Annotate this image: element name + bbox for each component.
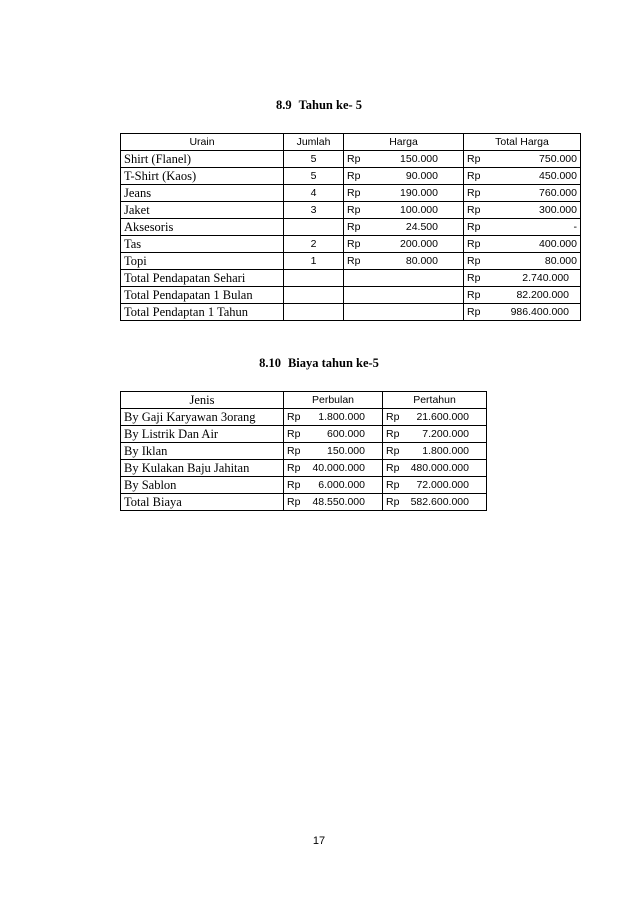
cost-per-month [284,477,383,494]
amount-value: 150.000 [327,445,365,457]
total-row [121,270,581,287]
header-total-harga: Total Harga [464,134,581,151]
section-title: Tahun ke- 5 [298,98,363,112]
cost-per-year [383,477,487,494]
currency-label: Rp [467,204,481,216]
empty-cell [344,270,464,287]
item-quantity: 4 [284,185,344,202]
table-row [121,202,581,219]
amount-value: 48.550.000 [312,496,365,508]
money-value [347,168,460,184]
total-value [464,304,581,321]
amount-value: 190.000 [400,187,438,199]
table-row [121,185,581,202]
amount-value: 1.800.000 [422,445,469,457]
currency-label: Rp [386,445,400,457]
amount-value: 450.000 [539,170,577,182]
money-value [386,460,483,476]
currency-label: Rp [347,238,361,250]
cost-name: By Gaji Karyawan 3orang [121,409,284,426]
total-row [121,304,581,321]
table-row [121,253,581,270]
item-price [344,219,464,236]
total-label: Total Pendapatan Sehari [121,270,284,287]
item-price [344,168,464,185]
item-quantity: 1 [284,253,344,270]
money-value [467,151,577,167]
table-row [121,426,487,443]
money-value [386,426,483,442]
amount-value: 760.000 [539,187,577,199]
amount-value: 80.000 [544,255,577,267]
item-price [344,253,464,270]
item-total [464,151,581,168]
currency-label: Rp [386,411,400,423]
currency-label: Rp [287,462,301,474]
item-total [464,185,581,202]
amount-value: 150.000 [400,153,438,165]
amount-value: 24.500 [405,221,438,233]
money-value [287,409,379,425]
amount-value: 750.000 [539,153,577,165]
money-value [287,477,379,493]
cost-per-year [383,460,487,477]
amount-value: - [573,221,577,233]
money-value [467,168,577,184]
item-price [344,185,464,202]
money-value [347,151,460,167]
currency-label: Rp [347,204,361,216]
currency-label: Rp [386,462,400,474]
amount-value: 82.200.000 [516,289,569,301]
money-value [467,253,577,269]
amount-value: 480.000.000 [410,462,469,474]
money-value [347,185,460,201]
cost-name: By Iklan [121,443,284,460]
cost-per-year [383,443,487,460]
cost-name: By Sablon [121,477,284,494]
currency-label: Rp [467,255,481,267]
total-value [464,270,581,287]
header-perbulan: Perbulan [284,392,383,409]
cost-per-month [284,409,383,426]
page-number: 17 [312,835,326,847]
money-value [347,219,460,235]
table-row [121,219,581,236]
item-quantity: 2 [284,236,344,253]
item-name: T-Shirt (Kaos) [121,168,284,185]
money-value [347,236,460,252]
currency-label: Rp [347,221,361,233]
money-value [287,460,379,476]
amount-value: 72.000.000 [416,479,469,491]
item-name: Topi [121,253,284,270]
cost-per-year [383,494,487,511]
empty-cell [284,287,344,304]
item-quantity [284,219,344,236]
money-value [467,287,577,303]
item-total [464,236,581,253]
amount-value: 600.000 [327,428,365,440]
item-name: Tas [121,236,284,253]
header-urain: Urain [121,134,284,151]
item-total [464,202,581,219]
amount-value: 100.000 [400,204,438,216]
table-row [121,236,581,253]
header-harga: Harga [344,134,464,151]
currency-label: Rp [467,289,481,301]
amount-value: 300.000 [539,204,577,216]
currency-label: Rp [347,187,361,199]
table-row [121,409,487,426]
item-quantity: 5 [284,151,344,168]
currency-label: Rp [287,496,301,508]
cost-table [120,391,487,511]
empty-cell [344,287,464,304]
money-value [287,426,379,442]
amount-value: 986.400.000 [510,306,569,318]
item-price [344,202,464,219]
amount-value: 200.000 [400,238,438,250]
header-jumlah: Jumlah [284,134,344,151]
currency-label: Rp [386,479,400,491]
table-row [121,168,581,185]
cost-per-year [383,426,487,443]
money-value [386,443,483,459]
table-row [121,477,487,494]
table-header-row [121,134,581,151]
currency-label: Rp [467,272,481,284]
currency-label: Rp [287,479,301,491]
cost-per-month [284,426,383,443]
item-name: Aksesoris [121,219,284,236]
header-pertahun: Pertahun [383,392,487,409]
amount-value: 582.600.000 [410,496,469,508]
item-name: Jaket [121,202,284,219]
total-label: Total Pendapatan 1 Bulan [121,287,284,304]
currency-label: Rp [467,170,481,182]
section-heading-8-9 [0,98,638,113]
section-number: 8.9 [275,98,292,112]
table-row [121,494,487,511]
money-value [467,219,577,235]
table-row [121,460,487,477]
amount-value: 6.000.000 [318,479,365,491]
currency-label: Rp [287,411,301,423]
table-row [121,151,581,168]
section-number: 8.10 [259,356,281,370]
cost-per-year [383,409,487,426]
currency-label: Rp [386,496,400,508]
table-row [121,443,487,460]
amount-value: 400.000 [539,238,577,250]
amount-value: 2.740.000 [522,272,569,284]
cost-per-month [284,460,383,477]
money-value [467,236,577,252]
header-jenis: Jenis [121,392,284,409]
currency-label: Rp [287,445,301,457]
amount-value: 7.200.000 [422,428,469,440]
money-value [347,253,460,269]
cost-name: Total Biaya [121,494,284,511]
money-value [386,494,483,510]
cost-per-month [284,443,383,460]
total-row [121,287,581,304]
total-label: Total Pendaptan 1 Tahun [121,304,284,321]
money-value [347,202,460,218]
table-header-row [121,392,487,409]
item-quantity: 5 [284,168,344,185]
money-value [467,185,577,201]
currency-label: Rp [347,255,361,267]
item-total [464,168,581,185]
item-total [464,219,581,236]
money-value [467,270,577,286]
item-price [344,236,464,253]
empty-cell [344,304,464,321]
currency-label: Rp [347,170,361,182]
item-price [344,151,464,168]
item-total [464,253,581,270]
total-value [464,287,581,304]
cost-name: By Kulakan Baju Jahitan [121,460,284,477]
item-name: Shirt (Flanel) [121,151,284,168]
section-heading-8-10 [0,356,638,371]
cost-name: By Listrik Dan Air [121,426,284,443]
amount-value: 90.000 [405,170,438,182]
amount-value: 40.000.000 [312,462,365,474]
currency-label: Rp [467,306,481,318]
money-value [287,494,379,510]
amount-value: 1.800.000 [318,411,365,423]
item-quantity: 3 [284,202,344,219]
item-name: Jeans [121,185,284,202]
cost-per-month [284,494,383,511]
money-value [467,304,577,320]
currency-label: Rp [467,187,481,199]
money-value [287,443,379,459]
money-value [467,202,577,218]
money-value [386,409,483,425]
currency-label: Rp [347,153,361,165]
section-title: Biaya tahun ke-5 [287,356,379,370]
money-value [386,477,483,493]
currency-label: Rp [467,221,481,233]
currency-label: Rp [467,238,481,250]
currency-label: Rp [287,428,301,440]
empty-cell [284,304,344,321]
currency-label: Rp [386,428,400,440]
amount-value: 21.600.000 [416,411,469,423]
empty-cell [284,270,344,287]
income-table [120,133,581,321]
amount-value: 80.000 [405,255,438,267]
currency-label: Rp [467,153,481,165]
